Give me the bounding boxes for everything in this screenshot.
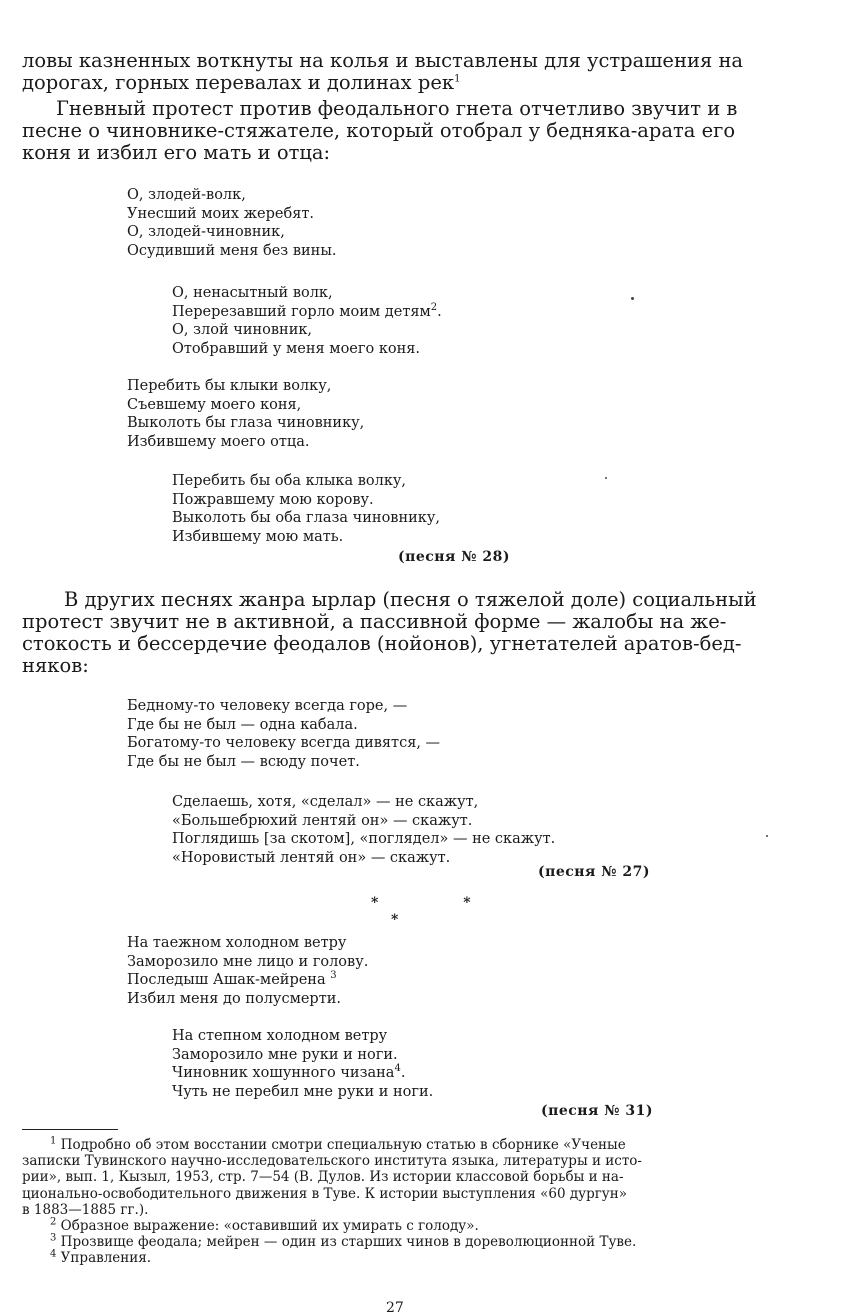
song-28-stanza-3 [127,377,364,451]
verse-line: Поглядишь [за скотом], «поглядел» — не скажут. [172,831,556,848]
footnote-line: рии», вып. 1, Кызыл, 1953, стр. 7—54 (В. Дулов. Из истории классовой борьбы и на- [22,1169,624,1186]
verse-line: Чуть не перебил мне руки и ноги. [172,1083,434,1100]
verse-line: Где бы не был — всюду почет. [127,753,360,770]
verse-line: Выколоть бы оба глаза чиновнику, [172,510,441,527]
song-31-stanza-2 [172,1027,433,1101]
text-line: стокость и бессердечие феодалов (нойонов), угнетателей аратов-бед- [22,632,742,655]
song-28-stanza-1 [127,186,336,260]
song-31-stanza-1 [127,934,368,1008]
verse-line: О, злодей-чиновник, [127,224,285,241]
text-line: В других песнях жанра ырлар (песня о тяжелой доле) социальный [64,588,757,611]
footnotes [22,1137,778,1267]
verse-line: Сделаешь, хотя, «сделал» — не скажут, [172,794,479,810]
footnote [22,1137,778,1218]
footnote-ref: 1 [454,73,461,85]
footnote-number: 4 [50,1248,57,1260]
footnote-rule [22,1129,118,1130]
verse-line: На степном холодном ветру [172,1028,388,1044]
verse-line: Выколоть бы глаза чиновнику, [127,415,365,432]
footnote [22,1218,778,1234]
footnote-ref: 3 [330,970,337,982]
verse-line: Бедному-то человеку всегда горе, — [127,698,408,714]
footnote-number: 1 [50,1135,57,1147]
verse-line: Унесший моих жеребят. [127,205,315,222]
song-31-reference: (песня № 31) [541,1103,653,1119]
paragraph-yrlar [22,589,778,677]
verse-line: Где бы не был — одна кабала. [127,716,358,733]
text-line: няков: [22,654,89,677]
footnote-line: в 1883—1885 гг.). [22,1201,149,1218]
song-28-stanza-4 [172,472,440,546]
verse-line: Избил меня до полусмерти. [127,990,342,1007]
verse-line: Заморозило мне руки и ноги. [172,1046,398,1063]
footnote-number: 2 [50,1216,57,1228]
separator-star: * [391,912,399,928]
verse-line: Чиновник хошунного чизана$^4$. [172,1063,406,1082]
paragraph-protest [22,98,778,164]
song-27-stanza-2 [172,793,555,867]
verse-line: На таежном холодном ветру [127,935,347,951]
scan-speck [631,297,634,300]
verse-line: О, злой чиновник, [172,322,313,339]
footnote-line: $^3$ Прозвище феодала; мейрен — один из старших чинов в дореволюционной Туве. [50,1232,637,1251]
verse-line: Избившему моего отца. [127,433,310,450]
text-line: ловы казненных воткнуты на колья и выставлены для устрашения на [22,49,744,72]
verse-line: «Большебрюхий лентяй он» — скажут. [172,812,473,829]
intro-paragraph [22,50,778,94]
verse-line: Избившему мою мать. [172,528,344,545]
song-27-stanza-1 [127,697,440,771]
footnote-ref: 2 [430,301,438,313]
verse-line: Съевшему моего коня, [127,396,302,413]
verse-line: Осудивший меня без вины. [127,242,337,259]
song-28-reference: (песня № 28) [398,549,510,565]
text-line: дорогах, горных перевалах и долинах рек$^1$ [22,71,461,94]
verse-line: Отобравший у меня моего коня. [172,340,421,357]
text-line: песне о чиновнике-стяжателе, который отобрал у бедняка-арата его [22,119,736,142]
scan-speck [766,835,768,837]
separator-stars: * * [371,895,511,911]
verse-line: Заморозило мне лицо и голову. [127,953,369,970]
footnote [22,1234,778,1250]
verse-line: «Норовистый лентяй он» — скажут. [172,849,451,866]
verse-line: О, злодей-волк, [127,187,246,203]
verse-line: Пожравшему мою корову. [172,491,374,508]
song-27-reference: (песня № 27) [538,864,650,880]
footnote-line: $^2$ Образное выражение: «оставивший их умирать с голоду». [50,1216,479,1235]
verse-line: О, ненасытный волк, [172,285,333,301]
text-line: протест звучит не в активной, а пассивной форме — жалобы на же- [22,610,727,633]
song-28-stanza-2 [172,284,442,358]
page-number: 27 [386,1300,404,1316]
scan-speck [605,477,607,479]
verse-line: Последыш Ашак-мейрена $^3$ [127,970,337,989]
text-line: Гневный протест против феодального гнета отчетливо звучит и в [56,97,738,120]
footnote-line: записки Тувинского научно-исследовательского института языка, литературы и исто- [22,1153,642,1170]
footnote [22,1250,778,1266]
footnote-line: $^1$ Подробно об этом восстании смотри специальную статью в сборнике «Ученые [50,1135,626,1153]
verse-line: Перебить бы клыки волку, [127,378,332,394]
footnote-line: $^4$ Управления. [50,1248,152,1267]
footnote-line: ционально-освободительного движения в Туве. К истории выступления «60 дургун» [22,1185,627,1202]
footnote-ref: 4 [394,1063,401,1075]
verse-line: Перебить бы оба клыка волку, [172,473,407,489]
footnote-number: 3 [50,1232,57,1244]
text-line: коня и избил его мать и отца: [22,141,331,164]
verse-line: Перерезавший горло моим детям$^2$. [172,301,442,320]
verse-line: Богатому-то человеку всегда дивятся, — [127,735,441,752]
